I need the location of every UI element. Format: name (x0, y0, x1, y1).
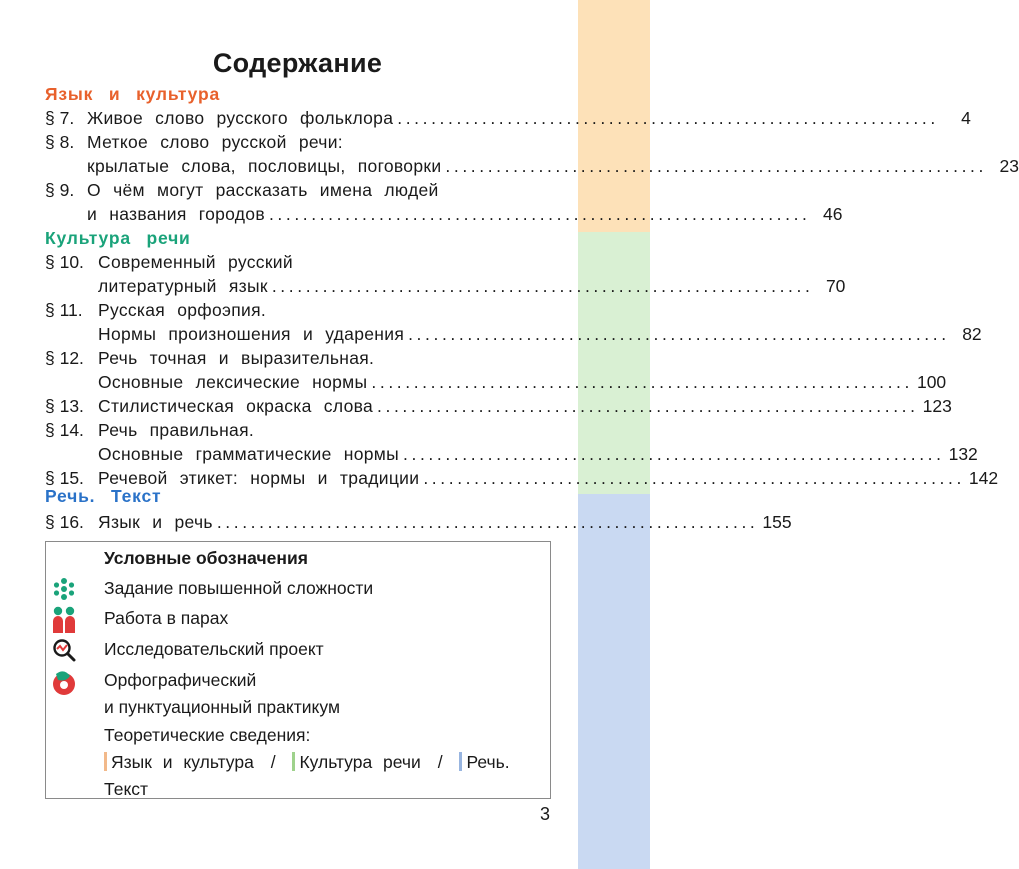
legend-item-research-project: Исследовательский проект (104, 639, 324, 659)
theory-separator: / (270, 752, 276, 772)
section-heading-language-culture: Язык и культура (45, 84, 220, 104)
dot-leader: ................................................................ (377, 396, 919, 416)
entry-page: 23 (999, 156, 1019, 176)
page-number: 3 (540, 804, 551, 824)
entry-page: 142 (968, 468, 999, 488)
research-project-icon (52, 638, 76, 662)
entry-number: § 12. (45, 348, 84, 368)
toc-entry[interactable] (45, 130, 553, 154)
entry-title: Современный русский (98, 252, 293, 272)
legend-item-spelling-practice: Орфографический (104, 670, 257, 690)
spelling-practice-icon (52, 668, 76, 698)
dot-leader: ................................................................ (445, 156, 987, 176)
entry-title: Основные грамматические нормы (98, 444, 400, 464)
entry-page: 123 (922, 396, 952, 416)
theory-separator: / (437, 752, 443, 772)
advanced-task-icon (52, 577, 76, 601)
toc-entry[interactable] (45, 106, 971, 130)
orange-bar-marker (104, 752, 107, 771)
entry-number: § 13. (45, 396, 84, 416)
legend-item-pair-work: Работа в парах (104, 608, 229, 628)
legend-item-advanced-task: Задание повышенной сложности (104, 578, 374, 598)
toc-entry[interactable] (45, 418, 553, 442)
entry-title: Речь точная и выразительная. (98, 348, 375, 368)
toc-entry-continuation[interactable] (45, 154, 1019, 178)
entry-title: Живое слово русского фольклора (87, 108, 394, 128)
toc-entry-continuation[interactable] (45, 370, 947, 394)
legend-box (45, 541, 551, 799)
side-tab-blue (578, 494, 650, 869)
entry-page: 46 (823, 204, 843, 224)
toc-entry[interactable] (45, 178, 553, 202)
toc-entry[interactable] (45, 298, 553, 322)
entry-page: 4 (961, 108, 971, 128)
theory-item-speech-text: Речь. (466, 752, 510, 772)
entry-title: Меткое слово русской речи: (87, 132, 343, 152)
toc-entry[interactable] (45, 510, 792, 534)
dot-leader: ................................................................ (397, 108, 939, 128)
entry-title: и названия городов (87, 204, 265, 224)
entry-title: Нормы произношения и ударения (98, 324, 405, 344)
entry-page: 155 (762, 512, 792, 532)
entry-title: крылатые слова, пословицы, поговорки (87, 156, 442, 176)
toc-entry-continuation[interactable] (45, 202, 843, 226)
blue-bar-marker (459, 752, 462, 771)
theory-item-language-culture: Язык и культура (111, 752, 254, 772)
dot-leader: ................................................................ (408, 324, 950, 344)
entry-page: 100 (916, 372, 947, 392)
entry-number: § 8. (45, 132, 75, 152)
entry-title: Основные лексические нормы (98, 372, 368, 392)
dot-leader: ................................................................ (371, 372, 913, 392)
entry-number: § 15. (45, 468, 84, 488)
section-heading-speech-text: Речь. Текст (45, 486, 162, 506)
entry-page: 82 (962, 324, 982, 344)
pair-work-icon (52, 606, 76, 634)
legend-theory-colors (104, 752, 510, 773)
dot-leader: ................................................................ (216, 512, 759, 532)
entry-number: § 10. (45, 252, 84, 272)
legend-theory-tail: Текст (104, 779, 149, 799)
green-bar-marker (292, 752, 295, 771)
dot-leader: ................................................................ (423, 468, 965, 488)
theory-item-speech-culture: Культура речи (299, 752, 421, 772)
page-title: Содержание (212, 48, 383, 78)
toc-entry-continuation[interactable] (45, 442, 978, 466)
section-heading-speech-culture: Культура речи (45, 228, 191, 248)
dot-leader: ................................................................ (271, 276, 814, 296)
legend-title: Условные обозначения (104, 548, 308, 568)
entry-number: § 14. (45, 420, 84, 440)
entry-page: 70 (825, 276, 846, 296)
toc-entry[interactable] (45, 346, 553, 370)
entry-title: Язык и речь (98, 512, 213, 532)
toc-entry[interactable] (45, 466, 999, 490)
entry-title: Русская орфоэпия. (98, 300, 267, 320)
entry-number: § 11. (45, 300, 83, 320)
toc-entry[interactable] (45, 394, 952, 418)
toc-entry-continuation[interactable] (45, 274, 846, 298)
toc-entry-continuation[interactable] (45, 322, 982, 346)
entry-title: Стилистическая окраска слова (98, 396, 374, 416)
dot-leader: ................................................................ (403, 444, 945, 464)
entry-number: § 9. (45, 180, 75, 200)
legend-item-spelling-practice-cont: и пунктуационный практикум (104, 697, 340, 717)
entry-title: Речь правильная. (98, 420, 255, 440)
entry-title: литературный язык (98, 276, 268, 296)
toc-entry[interactable] (45, 250, 553, 274)
entry-number: § 7. (45, 108, 75, 128)
dot-leader: ................................................................ (268, 204, 811, 224)
entry-title: Речевой этикет: нормы и традиции (98, 468, 420, 488)
legend-theory-label: Теоретические сведения: (104, 725, 311, 745)
entry-page: 132 (948, 444, 978, 464)
entry-title: О чём могут рассказать имена людей (87, 180, 439, 200)
entry-number: § 16. (45, 512, 84, 532)
